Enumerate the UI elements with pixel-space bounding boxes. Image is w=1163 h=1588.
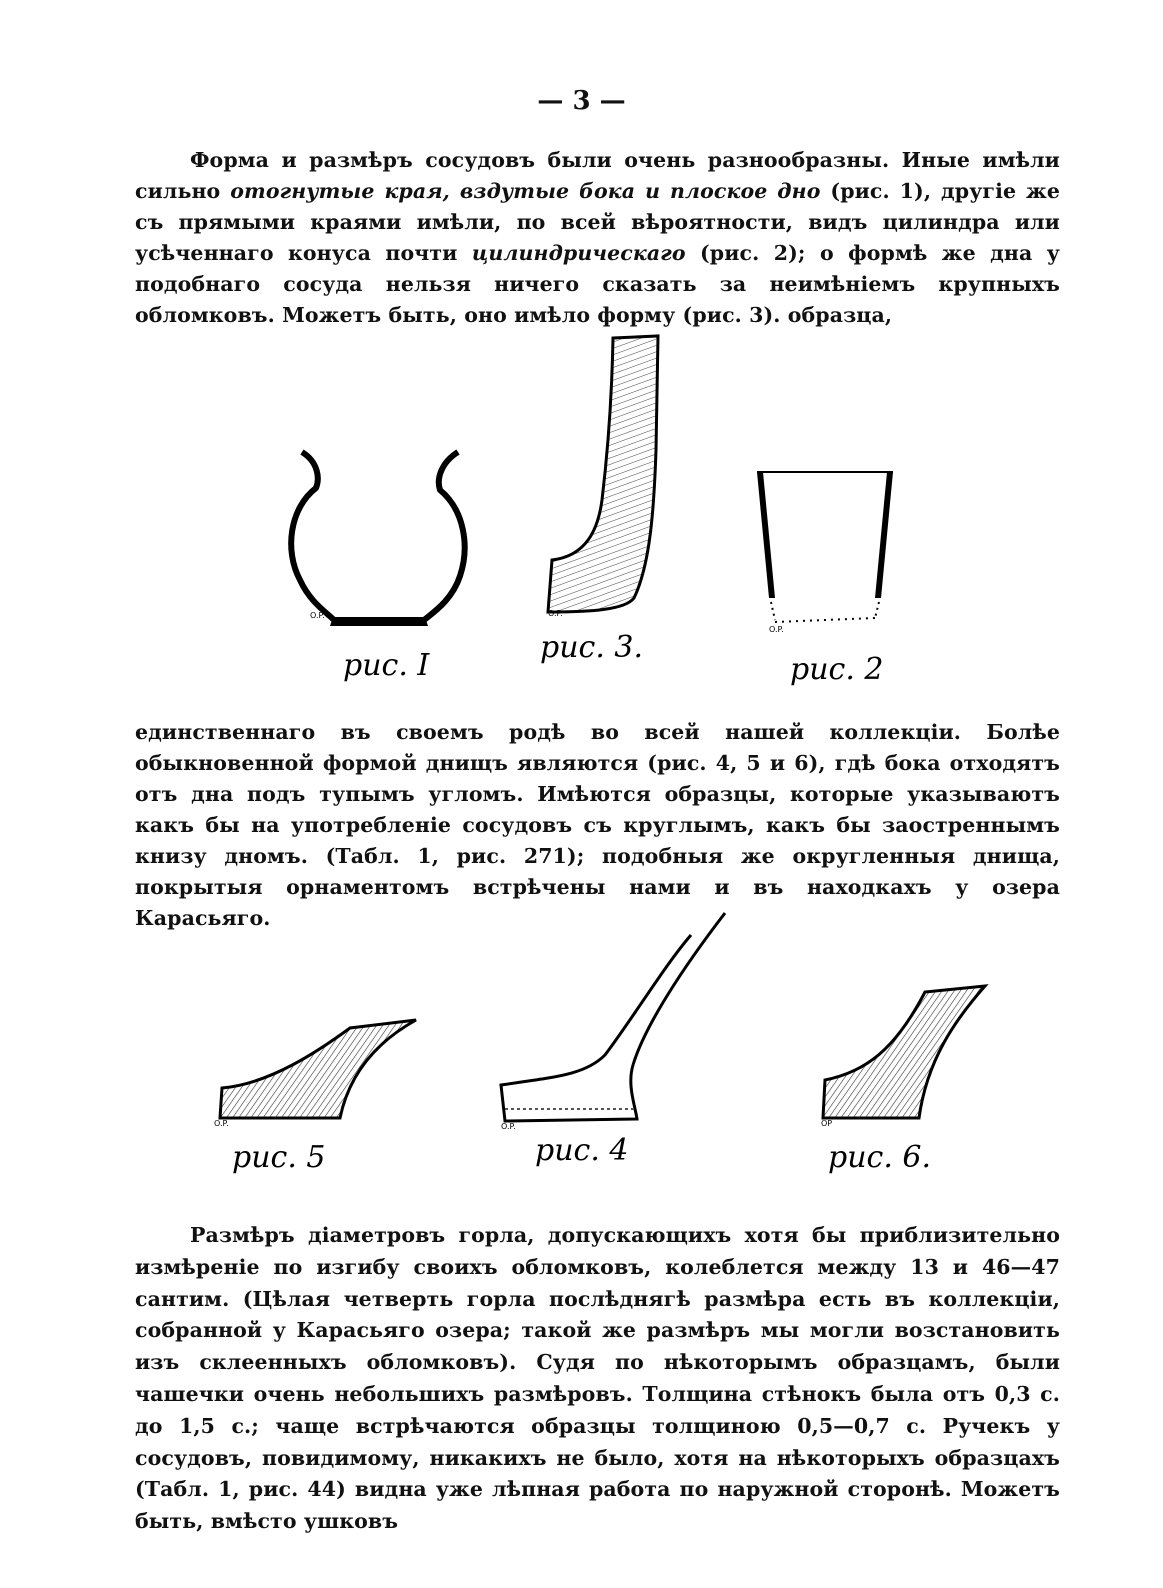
figure-2-mark: O.P. — [769, 625, 784, 634]
paragraph-1-text-a: Форма и размѣръ сосудовъ были очень разнообразны. Иные имѣли сильно — [135, 148, 1060, 203]
figure-2-vessel-drawing — [745, 460, 905, 640]
paragraph-2: единственнаго въ своемъ родѣ во всей нашей коллекціи. Болѣе обыкновенной формой днищъ являются (рис. 4, 5 и 6), гдѣ бока отходятъ отъ дна подъ тупымъ угломъ. Имѣются образцы, которые указываютъ какъ бы на употребленіе сосудовъ съ круглымъ, какъ бы заостреннымъ книзу дномъ. (Табл. 1, рис. 271); подобныя же округленныя днища, покрытыя орнаментомъ встрѣчены нами и въ находкахъ у озера Карасьяго. — [135, 720, 1060, 930]
paragraph-1-text-c: (рис. 1), другіе же съ прямыми краями имѣли, по всей вѣроятности, видъ цилиндра или усѣченнаго конуса почти — [135, 179, 1060, 265]
paragraph-1 — [135, 145, 1060, 331]
figure-6-fragment-drawing — [815, 980, 995, 1128]
figure-1-caption: рис. I — [343, 648, 430, 683]
paragraph-3-text: Размѣръ діаметровъ горла, допускающихъ хотя бы приблизительно измѣреніе по изгибу своихъ обломковъ, колеблется между 13 и 46—47 сантим. (Цѣлая четверть горла послѣднягѣ размѣра есть въ коллекціи, собранной у Карасьяго озера; такой же размѣръ мы могли возстановить изъ склеенныхъ обломковъ). Судя по нѣкоторымъ образцамъ, были чашечки очень небольшихъ размѣровъ. Толщина стѣнокъ была отъ 0,3 с. до 1,5 с.; чаще встрѣчаются образцы толщиною 0,5—0,7 с. Ручекъ у сосудовъ, повидимому, никакихъ не было, хотя на нѣкоторыхъ образцахъ (Табл. 1, рис. 44) видна уже лѣпная работа по наружной сторонѣ. Можетъ быть, вмѣсто ушковъ — [135, 1223, 1060, 1534]
page-number: — 3 — — [537, 86, 626, 116]
figure-4-caption: рис. 4 — [535, 1133, 629, 1168]
figure-3-fragment-drawing — [540, 330, 680, 620]
paragraph-1-italic-b: отогнутые края, вздутые бока и плоское дно — [230, 179, 821, 203]
figure-5-fragment-drawing — [210, 1010, 425, 1130]
figure-4-fragment-drawing — [495, 905, 740, 1130]
figure-3-caption: рис. 3. — [540, 630, 644, 665]
figure-2-caption: рис. 2 — [790, 652, 884, 687]
paragraph-1-text-e: (рис. 2); о формѣ же дна у подобнаго сосуда нельзя ничего сказать за неимѣніемъ крупныхъ обломковъ. Можетъ быть, оно имѣло форму (рис. 3). образца, — [135, 241, 1060, 327]
figure-4-mark: O.P. — [501, 1122, 516, 1131]
figure-1-pot-drawing — [280, 440, 480, 640]
figure-5-mark: O.P. — [214, 1119, 229, 1128]
paragraph-3 — [135, 1220, 1060, 1538]
figure-5-caption: рис. 5 — [232, 1140, 326, 1175]
figure-1-mark: O.P. — [310, 611, 325, 620]
paragraph-1-italic-d: цилиндрическаго — [471, 241, 686, 265]
figure-6-caption: рис. 6. — [828, 1140, 932, 1175]
figure-6-mark: OP — [821, 1119, 833, 1128]
figure-3-mark: O.P. — [548, 609, 563, 618]
